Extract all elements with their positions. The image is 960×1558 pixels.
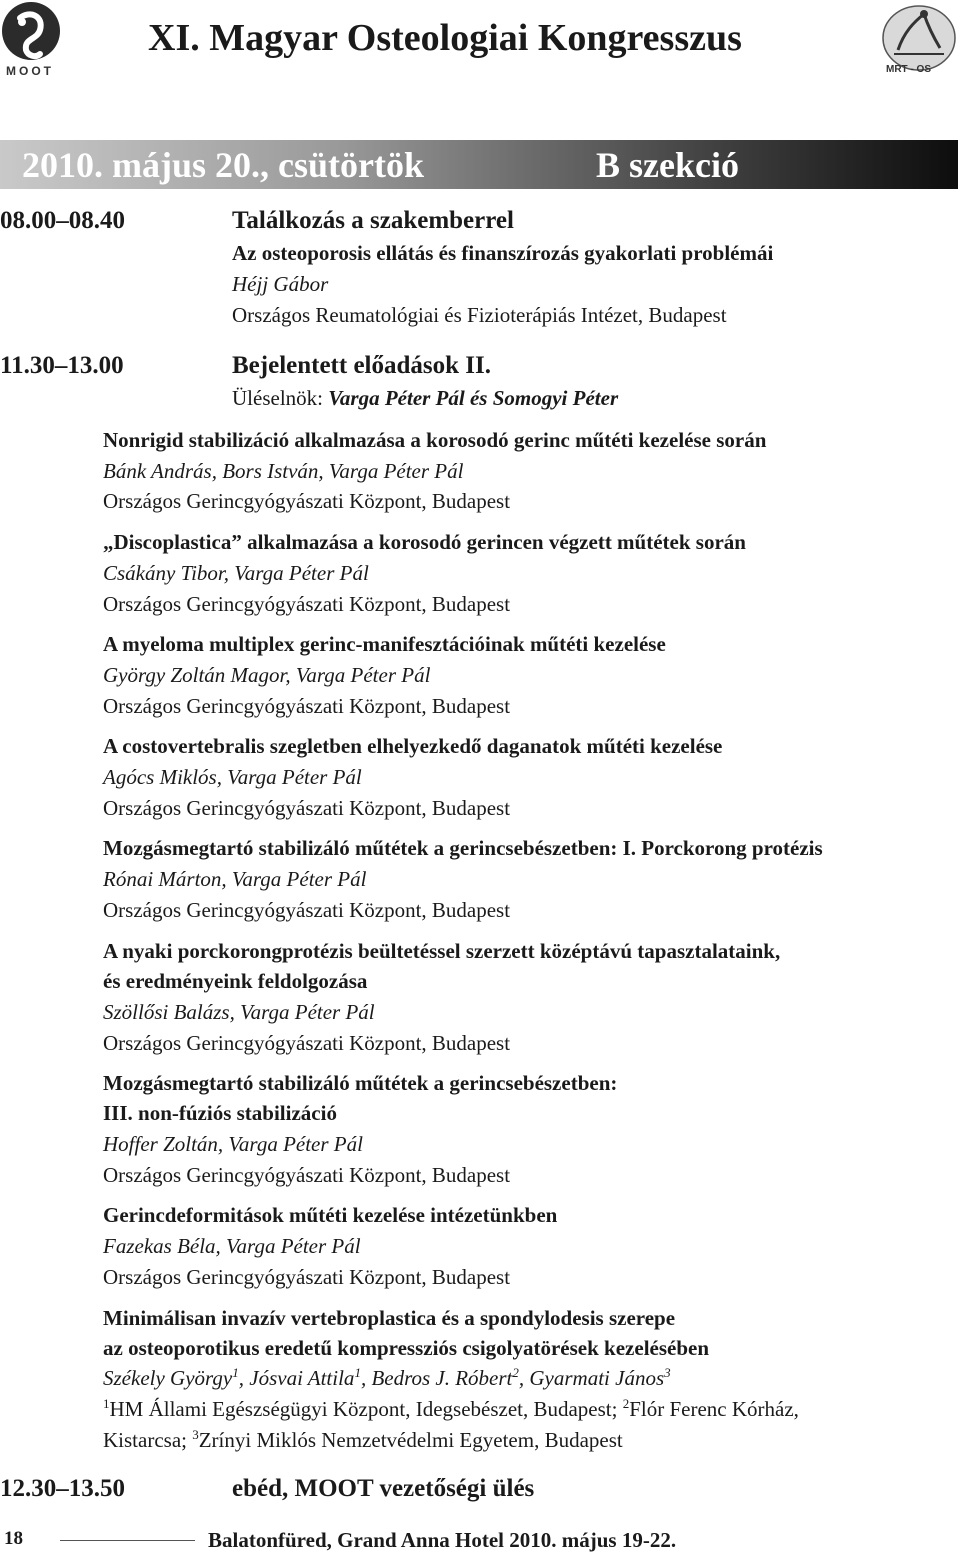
author-sup: 3 <box>664 1365 671 1380</box>
talk-affiliation-cont <box>103 1428 623 1453</box>
aff-text: Zrínyi Miklós Nemzetvédelmi Egyetem, Budapest <box>198 1428 623 1452</box>
aff-text: Kistarcsa; <box>103 1428 193 1452</box>
talk-affiliation: Országos Gerincgyógyászati Központ, Budapest <box>103 1031 511 1055</box>
talk-title: A nyaki porckorongprotézis beültetéssel szerzett középtávú tapasztalataink, <box>103 939 781 963</box>
aff-text: Flór Ferenc Kórház, <box>629 1397 799 1421</box>
block1-time: 08.00–08.40 <box>0 207 125 234</box>
talk-authors: Szöllősi Balázs, Varga Péter Pál <box>103 1000 375 1024</box>
talk-authors: Fazekas Béla, Varga Péter Pál <box>103 1234 361 1258</box>
block3-title: ebéd, MOOT vezetőségi ülés <box>232 1475 535 1502</box>
talk-authors: Agócs Miklós, Varga Péter Pál <box>103 765 362 789</box>
talk-affiliation: Országos Gerincgyógyászati Központ, Budapest <box>103 592 511 616</box>
talk-authors <box>103 1366 671 1391</box>
page-title: XI. Magyar Osteologiai Kongresszus <box>148 17 742 59</box>
mrt-os-logo-text: MRT - OS <box>886 64 931 75</box>
author-sup: 2 <box>512 1365 519 1380</box>
talk-title: Mozgásmegtartó stabilizáló műtétek a gerincsebészetben: <box>103 1071 618 1095</box>
talk-affiliation: Országos Gerincgyógyászati Központ, Budapest <box>103 694 511 718</box>
moot-logo-text: MOOT <box>6 64 54 78</box>
talk-title: „Discoplastica” alkalmazása a korosodó gerincen végzett műtétek során <box>103 530 746 554</box>
aff-sup: 2 <box>622 1396 630 1411</box>
author-name: Jósvai Attila <box>249 1366 355 1390</box>
author-name: Gyarmati János <box>529 1366 665 1390</box>
talk-authors: Bánk András, Bors István, Varga Péter Pál <box>103 459 464 483</box>
block2-time: 11.30–13.00 <box>0 352 124 379</box>
author-sup: 1 <box>354 1365 361 1380</box>
block2-chairs <box>232 386 618 411</box>
aff-text: HM Állami Egészségügyi Központ, Idegsebészet, Budapest; <box>109 1397 623 1421</box>
talk-authors: György Zoltán Magor, Varga Péter Pál <box>103 663 431 687</box>
date-banner <box>0 140 958 189</box>
talk-affiliation: Országos Gerincgyógyászati Központ, Budapest <box>103 898 511 922</box>
talk-affiliation: Országos Gerincgyógyászati Központ, Budapest <box>103 489 511 513</box>
talk-title-cont: az osteoporotikus eredetű kompressziós csigolyatörések kezelésében <box>103 1336 710 1360</box>
chairs-label: Üléselnök: <box>232 386 329 410</box>
talk-title: A myeloma multiplex gerinc-manifesztációinak műtéti kezelése <box>103 632 666 656</box>
talk-affiliation <box>103 1397 799 1422</box>
author-sep: , <box>238 1366 250 1390</box>
talk-affiliation: Országos Gerincgyógyászati Központ, Budapest <box>103 1163 511 1187</box>
block1-affiliation: Országos Reumatológiai és Fizioterápiás Intézet, Budapest <box>232 303 727 327</box>
talk-authors: Hoffer Zoltán, Varga Péter Pál <box>103 1132 363 1156</box>
author-sup: 1 <box>232 1365 239 1380</box>
talk-title-cont: III. non-fúziós stabilizáció <box>103 1101 337 1125</box>
talk-authors: Csákány Tibor, Varga Péter Pál <box>103 561 369 585</box>
author-name: Székely György <box>103 1366 233 1390</box>
talk-title: Minimálisan invazív vertebroplastica és a spondylodesis szerepe <box>103 1306 676 1330</box>
talk-title: Gerincdeformitások műtéti kezelése intézetünkben <box>103 1203 558 1227</box>
block1-subtitle: Az osteoporosis ellátás és finanszírozás gyakorlati problémái <box>232 241 774 265</box>
author-name: Bedros J. Róbert <box>371 1366 513 1390</box>
block1-author: Héjj Gábor <box>232 272 329 296</box>
aff-sup: 3 <box>192 1427 199 1442</box>
banner-date: 2010. május 20., csütörtök <box>22 145 424 185</box>
block2-title: Bejelentett előadások II. <box>232 352 491 379</box>
block3-time: 12.30–13.50 <box>0 1475 125 1502</box>
talk-authors: Rónai Márton, Varga Péter Pál <box>103 867 367 891</box>
talk-affiliation: Országos Gerincgyógyászati Központ, Budapest <box>103 796 511 820</box>
footer-text: Balatonfüred, Grand Anna Hotel 2010. május 19-22. <box>208 1528 677 1552</box>
talk-title: Nonrigid stabilizáció alkalmazása a korosodó gerinc műtéti kezelése során <box>103 428 767 452</box>
block1-title: Találkozás a szakemberrel <box>232 207 514 234</box>
talk-affiliation: Országos Gerincgyógyászati Központ, Budapest <box>103 1265 511 1289</box>
author-sep: , <box>360 1366 372 1390</box>
talk-title: A costovertebralis szegletben elhelyezkedő daganatok műtéti kezelése <box>103 734 723 758</box>
author-sep: , <box>518 1366 530 1390</box>
footer-rule <box>60 1540 195 1541</box>
page-number: 18 <box>4 1528 23 1549</box>
chairs-names: Varga Péter Pál és Somogyi Péter <box>328 386 619 410</box>
talk-title-cont: és eredményeink feldolgozása <box>103 969 368 993</box>
aff-sup: 1 <box>103 1396 110 1411</box>
talk-title: Mozgásmegtartó stabilizáló műtétek a gerincsebészetben: I. Porckorong protézis <box>103 836 823 860</box>
banner-section: B szekció <box>596 145 739 185</box>
